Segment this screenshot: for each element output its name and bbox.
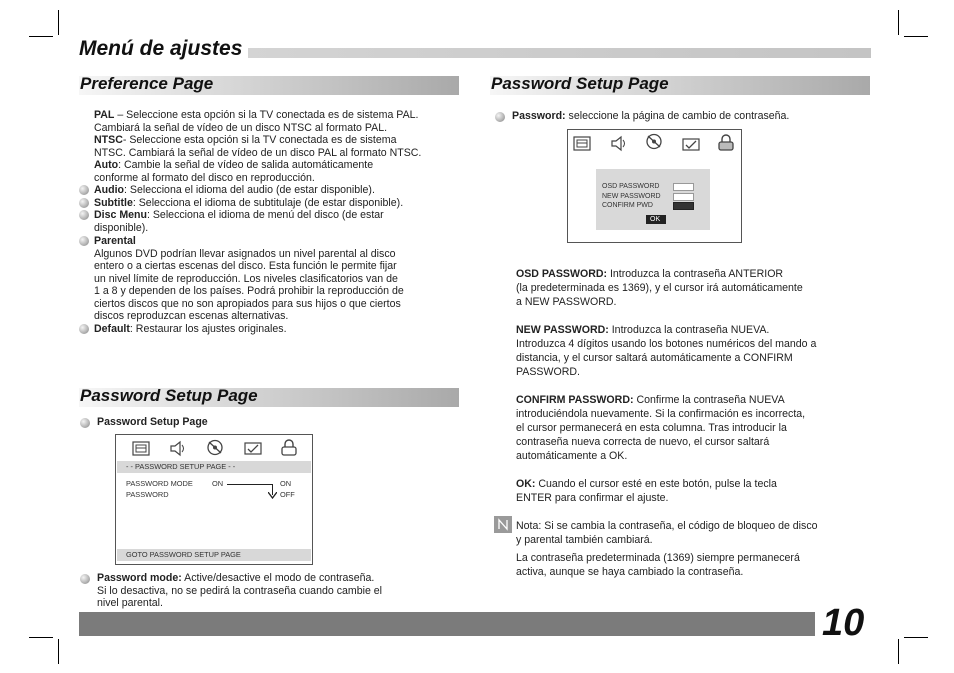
new-desc-line: distancia, y el cursor saltará automáticamente a CONFIRM [516, 352, 793, 364]
password-setup-screen [115, 434, 313, 565]
page-title: Menú de ajustes [79, 36, 248, 62]
crop-mark [898, 10, 899, 35]
password-mode-line-2: Si lo desactiva, no se pedirá la contraseña cuando cambie el [97, 585, 383, 597]
crop-mark [58, 639, 59, 664]
new-text: Introduzca la contraseña NUEVA. [608, 324, 770, 336]
parental-line: discos reproduzcan escenas alternativas. [94, 310, 289, 322]
ok-title: OK: [516, 478, 536, 490]
password-left-heading-bar [79, 388, 459, 407]
new-desc-line: PASSWORD. [516, 366, 580, 378]
password-right-heading-bar [490, 76, 870, 95]
lock-icon [716, 134, 736, 151]
video-setup-icon [644, 133, 664, 150]
confirm-pwd-label: CONFIRM PWD [602, 202, 653, 209]
screen-mode-value: ON [212, 479, 224, 488]
discmenu-text: : Selecciona el idioma de menú del disco (de estar [146, 209, 384, 221]
screen-header: - - PASSWORD SETUP PAGE - - [126, 462, 236, 471]
ntsc-line [94, 134, 396, 147]
discmenu-label: Disc Menu [94, 209, 147, 221]
osd-desc-line: a NEW PASSWORD. [516, 296, 617, 308]
pal-text: – Seleccione esta opción si la TV conectada es de sistema PAL. [114, 109, 419, 121]
crop-mark [58, 10, 59, 35]
ok-desc-line: ENTER para confirmar el ajuste. [516, 492, 669, 504]
crop-mark [898, 639, 899, 664]
confirm-desc-line: introduciéndola nuevamente. Si la confirmación es incorrecta, [516, 408, 806, 420]
ntsc-label: NTSC [94, 134, 123, 146]
password-mode-label: Password mode: [97, 572, 182, 584]
confirm-text: Confirme la contraseña NUEVA [633, 394, 785, 406]
default-text: : Restaurar los ajustes originales. [129, 323, 287, 335]
discmenu-line-2: disponible). [94, 222, 149, 234]
crop-mark [904, 36, 928, 37]
bullet-icon [80, 574, 90, 584]
osd-password-field[interactable] [673, 183, 694, 191]
osd-text: Introduzca la contraseña ANTERIOR [607, 268, 784, 280]
confirm-desc-line: contraseña nueva correcta de nuevo, el cursor saltará [516, 436, 770, 448]
password-mode-line [97, 572, 374, 585]
screen-option-off: OFF [280, 490, 295, 499]
bullet-icon [79, 236, 89, 246]
note-line: y parental también cambiará. [516, 534, 653, 546]
bullet-icon [79, 185, 89, 195]
page-number: 10 [822, 602, 865, 644]
new-password-label: NEW PASSWORD [602, 193, 661, 200]
screen-mode-label: PASSWORD MODE [126, 479, 193, 488]
new-title: NEW PASSWORD: [516, 324, 609, 336]
ntsc-text: - Seleccione esta opción si la TV conectada es de sistema [122, 134, 397, 146]
preference-setup-icon [243, 440, 263, 457]
subtitle-line [94, 197, 403, 210]
bullet-icon [80, 418, 90, 428]
password-setup-bullet-label: Password Setup Page [97, 416, 208, 428]
confirm-desc-line: el cursor permanecerá en esta columna. Tras introducir la [516, 422, 787, 434]
note-line: Nota: Si se cambia la contraseña, el código de bloqueo de disco [516, 520, 818, 532]
audio-setup-icon [168, 440, 188, 457]
password-mode-line-3: nivel parental. [97, 597, 163, 609]
note-icon [494, 516, 512, 533]
parental-line: un nivel límite de reproducción. Los niveles clasificatorios van de [94, 273, 398, 285]
bullet-icon [79, 324, 89, 334]
osd-desc-line [516, 268, 783, 281]
footer-bar [79, 612, 815, 636]
default-label: Default [94, 323, 130, 335]
new-password-field[interactable] [673, 193, 694, 201]
pal-label: PAL [94, 109, 115, 121]
confirm-password-field[interactable] [673, 202, 694, 210]
change-password-screen [567, 129, 742, 243]
screen-footer: GOTO PASSWORD SETUP PAGE [126, 550, 241, 559]
auto-line-2: conforme al formato del disco en reproducción. [94, 172, 315, 184]
screen-option-on: ON [280, 479, 292, 488]
password-left-heading: Password Setup Page [80, 386, 258, 405]
password-mode-text: Active/desactive el modo de contraseña. [181, 572, 375, 584]
screen-password-label: PASSWORD [126, 490, 169, 499]
password-dialog [596, 169, 710, 230]
audio-line [94, 184, 375, 197]
auto-label: Auto [94, 159, 119, 171]
ntsc-line-2: NTSC. Cambiará la señal de vídeo de un disco PAL al formato NTSC. [94, 147, 422, 159]
password-text: seleccione la página de cambio de contraseña. [565, 110, 790, 122]
audio-label: Audio [94, 184, 125, 196]
crop-mark [29, 637, 53, 638]
auto-text: : Cambie la señal de vídeo de salida automáticamente [118, 159, 374, 171]
lock-icon [279, 439, 299, 456]
osd-desc-line: (la predeterminada es 1369), y el cursor irá automáticamente [516, 282, 803, 294]
crop-mark [29, 36, 53, 37]
subtitle-label: Subtitle [94, 197, 133, 209]
discmenu-line [94, 209, 384, 222]
general-setup-icon [131, 440, 151, 457]
parental-line: 1 a 8 y dependen de los países. Podrá prohibir la reproducción de [94, 285, 404, 297]
bullet-icon [79, 210, 89, 220]
ok-desc-line [516, 478, 777, 491]
connector-line [227, 484, 273, 485]
password-right-heading: Password Setup Page [491, 74, 669, 93]
audio-text: : Selecciona el idioma del audio (de estar disponible). [124, 184, 375, 196]
bullet-icon [495, 112, 505, 122]
note-line: activa, aunque se haya cambiado la contraseña. [516, 566, 744, 578]
confirm-desc-line: automáticamente a OK. [516, 450, 628, 462]
ok-text: Cuando el cursor esté en este botón, pulse la tecla [535, 478, 777, 490]
preference-setup-icon [681, 136, 701, 153]
audio-setup-icon [609, 135, 629, 152]
osd-password-label: OSD PASSWORD [602, 183, 660, 190]
pal-line [94, 109, 418, 122]
crop-mark [904, 637, 928, 638]
ok-button-label: OK [650, 216, 661, 223]
osd-title: OSD PASSWORD: [516, 268, 608, 280]
video-setup-icon [205, 439, 225, 456]
parental-line: ciertos discos que no son apropiados para sus hijos o que ciertos [94, 298, 401, 310]
arrow-down-icon [268, 492, 277, 499]
new-desc-line: Introduzca 4 dígitos usando los botones numéricos del mando a [516, 338, 817, 350]
preference-heading-bar [79, 76, 459, 95]
parental-line: Algunos DVD podrían llevar asignados un nivel parental al disco [94, 248, 396, 260]
note-line: La contraseña predeterminada (1369) siempre permanecerá [516, 552, 800, 564]
password-label: Password: [512, 110, 566, 122]
confirm-desc-line [516, 394, 785, 407]
confirm-title: CONFIRM PASSWORD: [516, 394, 634, 406]
default-line [94, 323, 287, 336]
bullet-icon [79, 198, 89, 208]
pal-line-2: Cambiará la señal de vídeo de un disco NTSC al formato PAL. [94, 122, 388, 134]
password-line [512, 110, 789, 123]
parental-label: Parental [94, 235, 136, 247]
general-setup-icon [572, 135, 592, 152]
preference-heading: Preference Page [80, 74, 214, 93]
subtitle-text: : Selecciona el idioma de subtitulaje (de estar disponible). [132, 197, 404, 209]
new-desc-line [516, 324, 769, 337]
auto-line [94, 159, 373, 172]
parental-line: entero o a ciertas escenas del disco. Esta función le permite fijar [94, 260, 397, 272]
